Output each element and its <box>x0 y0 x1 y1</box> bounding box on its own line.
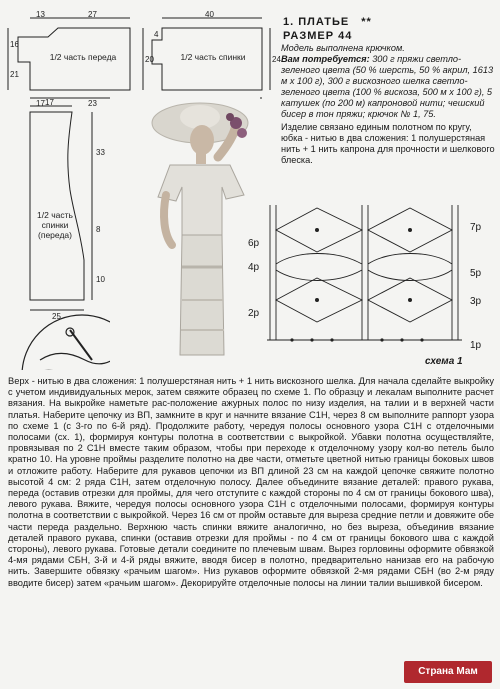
dim-label: 17 <box>36 99 45 108</box>
row-label: 2р <box>248 308 260 319</box>
dim-label: 13 <box>36 10 45 19</box>
row-label: 1р <box>470 340 482 351</box>
dim-label: 16 <box>10 40 19 49</box>
dim-label: 20 <box>145 55 154 64</box>
dim-label: 4 <box>154 30 159 39</box>
front-piece-label: 1/2 часть переда <box>49 52 117 62</box>
materials-paragraph <box>281 54 495 120</box>
materials-label: Вам потребуется: <box>281 54 370 64</box>
pattern-title <box>283 16 372 28</box>
materials-column <box>281 43 495 166</box>
title-text: 1. ПЛАТЬЕ <box>283 16 350 28</box>
row-label: 7р <box>470 222 482 233</box>
row-label: 5р <box>470 268 482 279</box>
row-label: 6р <box>248 238 260 249</box>
scheme-label: схема 1 <box>425 356 463 367</box>
side-piece-label: 1/2 часть спинки (переда) <box>37 210 73 240</box>
dim-label: 23 <box>88 99 97 108</box>
dim-label: 27 <box>88 10 97 19</box>
intro-line: Модель выполнена крючком. <box>281 43 405 53</box>
crochet-scheme <box>262 200 467 350</box>
instructions-text: Верх - нитью в два сложения: 1 полушерстяная нить + 1 нить вискозного шелка. Для начала сделайте выкройку с учетом индивидуальных мерок, затем свяжите образец по схеме 1. По образцу и лекалам выполните расчет вязания. На выкройке наметьте рас-положение ажурных полос по низу изделия, на талии и в верхней части платья. Наберите цепочку из ВП, замкните в круг и начните вязание С1Н, через 8 см выполните раппорт узора по схеме 1 (с 3-го по 6-й ряд). Продолжите работу, чередуя полосы основного узора С1Н с отделочными полосами (сх. 1), формируя контуры полотна в соответствии с выкройкой. Убавки полотна осуществляйте, провязывая по 2 С1Н вместе таким образом, чтобы при переходе к отделочному узору кол-во петель было кратно 10. На уровне проймы разделите полотно на две части, отметьте цветной нитью границы боковых швов и отложите работу. Наберите для рукавов цепочки из ВП длиной 23 см на каждой цепочке свяжите полотно высотой 4 см: 2 ряда С1Н, затем отделочную полосу. Далее объедините вязание деталей: правого рукава, переда (оставив отрезки для проймы, для чего отступите с каждой стороны по 4 см от границы бокового шва), левого рукава. Вяжите, чередуя полосы основного узора С1Н с отделочными полосами, формируя контуры полотна в соответствии с выкройкой. Через 16 см от пройм оставьте для выреза средние петли и довяжите обе части переда раздельно. Верхнюю часть спинки вяжите аналогично, но без выреза, объединив вязание деталей правого рукава, спинки (оставив отрезки для проймы - по 4 см от границы бокового шва с каждой стороны), левого рукава. Готовые детали соедините по плечевым швам. Вырез горловины оформите обвязкой 4-мя рядами СБН, 3-й и 4-й ряды вяжите, вводя бисер в полотно, предварительно нанизав его на рабочую нить. Завершите обвязку «рачьим шагом». Низ рукавов оформите обвязкой 2-мя рядами СБН (во 2-м ряду вводите бисер) затем «рачьим шагом». Декорируйте отделочные полосы на линии талии вышивкой бисером. <box>8 376 494 588</box>
row-label: 3р <box>470 296 482 307</box>
dim-label: 40 <box>205 10 214 19</box>
back-piece-label: 1/2 часть спинки <box>180 52 246 62</box>
site-watermark: Страна Мам <box>404 661 492 683</box>
dim-label: 33 <box>96 148 105 157</box>
dim-label: 21 <box>10 70 19 79</box>
side-pattern-piece <box>30 106 92 310</box>
row-label: 4р <box>248 262 260 273</box>
dim-label: 25 <box>52 312 61 321</box>
difficulty-stars: ** <box>361 16 372 28</box>
model-photo <box>110 95 260 370</box>
materials-text: 300 г пряжи светло-зеленого цвета (50 % шерсть, 50 % акрил, 1613 м х 100 г), 300 г вискозного шелка светло-зеленого цвета (100 % вискоза, 500 м х 100 г), 5 катушек (по 200 м) капроновой нити; чешский бисер в тон пряжи; крючок № 1, 75. <box>281 54 494 119</box>
dim-label: 17 <box>45 98 54 107</box>
dim-label: 24 <box>272 55 281 64</box>
size-title: РАЗМЕР 44 <box>283 30 353 42</box>
dim-label: 10 <box>96 275 105 284</box>
stitch-columns <box>270 205 458 340</box>
construction-note: Изделие связано единым полотном по кругу, юбка - нитью в два сложения: 1 полушерстяная нить + 1 нить капрона для прочности и шелкового блеска. <box>281 122 495 165</box>
dim-label: 8 <box>96 225 101 234</box>
